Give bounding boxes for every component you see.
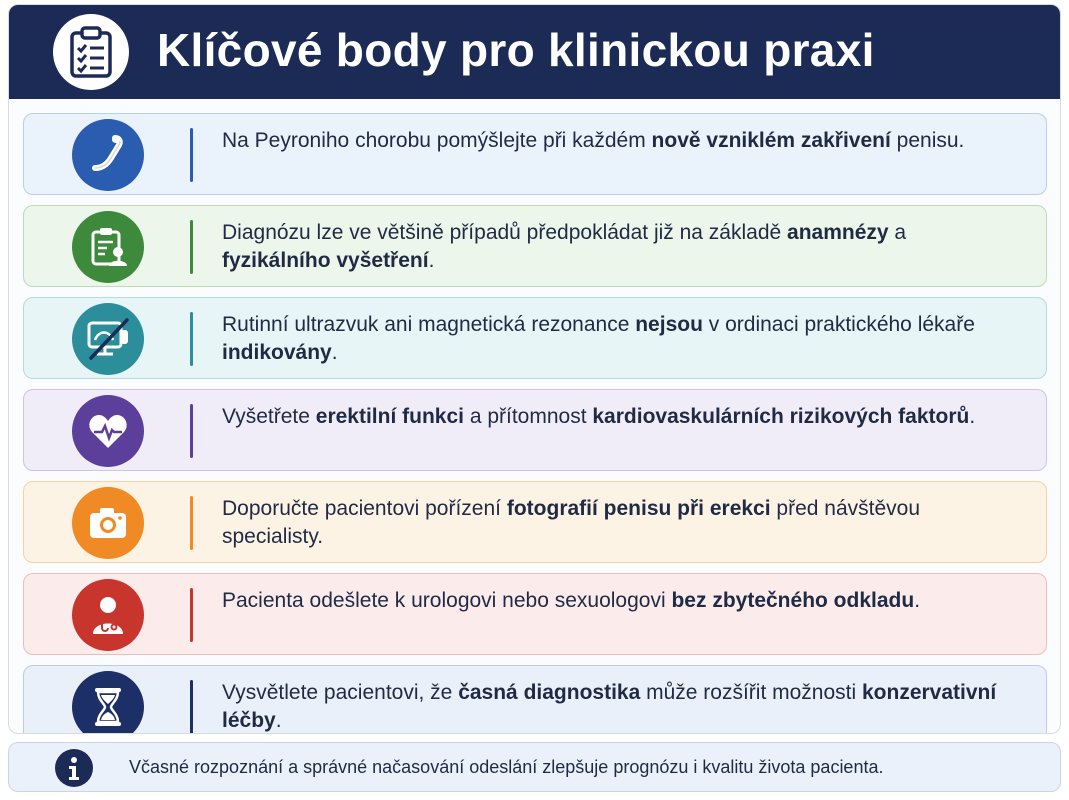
clipboard-patient-icon	[72, 211, 144, 283]
plain-text: v ordinaci praktického lékaře	[702, 313, 975, 336]
card-divider	[190, 312, 193, 366]
crossed-ultrasound-icon	[72, 303, 144, 375]
plain-text: .	[969, 405, 976, 428]
footer-text: Včasné rozpoznání a správné načasování odeslání zlepšuje prognózu i kvalitu života pacienta.	[129, 757, 884, 777]
key-point-card	[23, 297, 1047, 379]
emphasis-text: anamnézy	[787, 221, 889, 244]
key-point-text	[222, 127, 1012, 155]
plain-text: Doporučte pacientovi pořízení	[222, 497, 507, 520]
plain-text: .	[914, 589, 921, 612]
key-points-list	[23, 113, 1047, 734]
plain-text: penisu.	[890, 129, 965, 152]
infographic-panel	[8, 4, 1061, 734]
key-point-text	[222, 495, 1012, 551]
plain-text: .	[275, 709, 282, 732]
emphasis-text: konzervativní léčby	[222, 681, 997, 732]
emphasis-text: bez zbytečného odkladu	[671, 589, 915, 612]
key-point-text	[222, 311, 1012, 367]
plain-text: Rutinní ultrazvuk ani magnetická rezonance	[222, 313, 636, 336]
emphasis-text: fyzikálního vyšetření	[222, 249, 429, 272]
emphasis-text: nejsou	[635, 313, 703, 336]
key-point-card	[23, 113, 1047, 195]
key-point-card	[23, 665, 1047, 734]
info-icon	[55, 749, 93, 787]
camera-icon	[72, 487, 144, 559]
key-point-card	[23, 205, 1047, 287]
emphasis-text: fotografií penisu při erekci	[506, 497, 771, 520]
curved-shape-icon	[72, 119, 144, 191]
emphasis-text: indikovány	[222, 341, 332, 364]
plain-text: Vysvětlete pacientovi, že	[222, 681, 459, 704]
plain-text: Vyšetřete	[222, 405, 316, 428]
card-divider	[190, 128, 193, 182]
key-point-card	[23, 481, 1047, 563]
key-point-text	[222, 587, 1012, 615]
heart-pulse-icon	[72, 395, 144, 467]
emphasis-text: časná diagnostika	[458, 681, 641, 704]
emphasis-text: nově vzniklém zakřivení	[651, 129, 891, 152]
plain-text: .	[331, 341, 338, 364]
card-divider	[190, 404, 193, 458]
doctor-icon	[72, 579, 144, 651]
plain-text: před návštěvou specialisty.	[222, 497, 921, 548]
emphasis-text: kardiovaskulárních rizikových faktorů	[592, 405, 970, 428]
clipboard-checklist-icon	[53, 14, 129, 90]
key-point-text	[222, 219, 1012, 275]
card-divider	[190, 588, 193, 642]
page-title: Klíčové body pro klinickou praxi	[157, 24, 875, 76]
plain-text: Diagnózu lze ve většině případů předpokládat již na základě	[222, 221, 788, 244]
header-bar	[9, 5, 1060, 99]
key-point-text	[222, 403, 1012, 431]
card-divider	[190, 496, 193, 550]
footer-note	[8, 742, 1061, 792]
key-point-card	[23, 573, 1047, 655]
hourglass-icon	[72, 671, 144, 734]
key-point-text	[222, 679, 1012, 734]
emphasis-text: erektilní funkci	[315, 405, 464, 428]
plain-text: .	[428, 249, 435, 272]
plain-text: a	[888, 221, 907, 244]
card-divider	[190, 220, 193, 274]
plain-text: může rozšířit možnosti	[640, 681, 862, 704]
plain-text: Na Peyroniho chorobu pomýšlejte při každém	[222, 129, 652, 152]
card-divider	[190, 680, 193, 734]
plain-text: Pacienta odešlete k urologovi nebo sexuologovi	[222, 589, 672, 612]
plain-text: a přítomnost	[463, 405, 593, 428]
key-point-card	[23, 389, 1047, 471]
